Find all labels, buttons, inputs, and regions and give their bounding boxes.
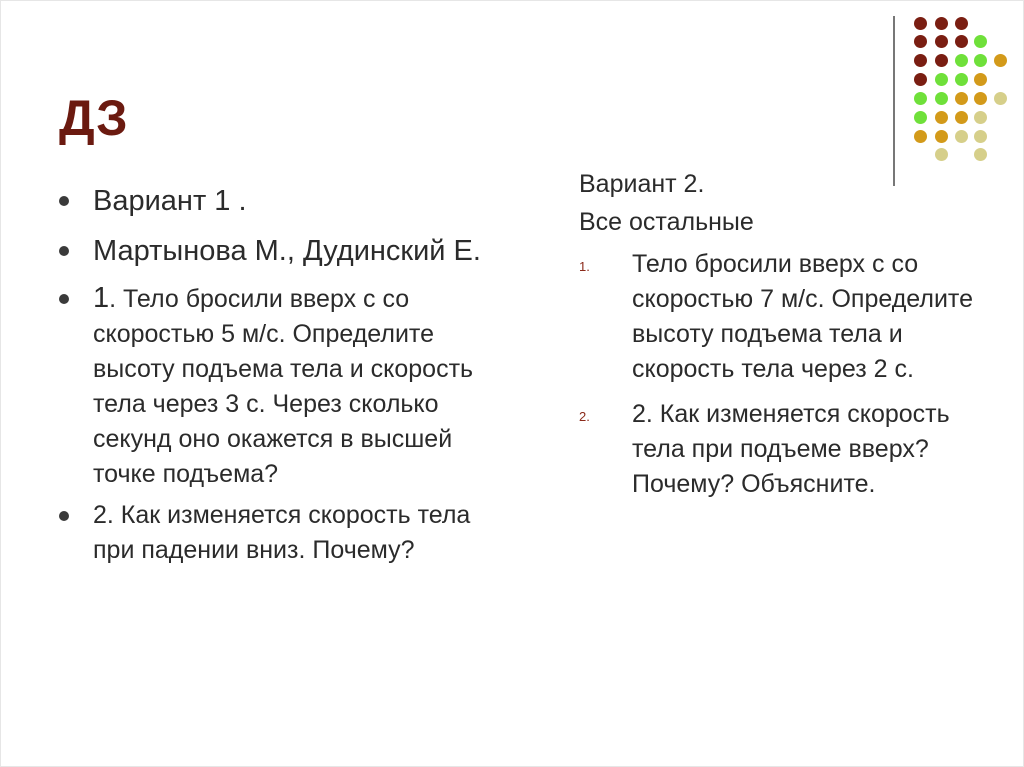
- decor-dot: [974, 111, 987, 124]
- slide-title: ДЗ: [59, 90, 129, 146]
- decor-dot: [935, 92, 948, 105]
- decor-dot: [955, 54, 968, 67]
- bullet-icon: [59, 196, 69, 206]
- decor-dot: [914, 35, 927, 48]
- item-text: 2. Как изменяется скорость тела при подъеме вверх? Почему? Объясните.: [632, 400, 950, 498]
- decor-dot: [935, 17, 948, 30]
- decor-dot: [935, 111, 948, 124]
- decor-dot: [974, 73, 987, 86]
- item-number: 2.: [579, 409, 590, 424]
- item-number: 1.: [579, 259, 590, 274]
- right-column: [579, 165, 999, 502]
- decor-dot: [935, 148, 948, 161]
- decor-dot: [914, 92, 927, 105]
- student-names: Мартынова М., Дудинский Е.: [93, 235, 481, 267]
- decor-dot: [974, 35, 987, 48]
- decor-dot: [974, 54, 987, 67]
- left-column: [57, 181, 497, 568]
- list-item-names: [57, 231, 497, 271]
- task-1-text: . Тело бросили вверх с со скоростью 5 м/с. Определите высоту подъема тела и скорость тела через 3 с. Через сколько секунд оно окажется в высшей точке подъема?: [93, 285, 474, 488]
- decorative-divider: [893, 16, 895, 186]
- decor-dot: [974, 92, 987, 105]
- variant-1-label: Вариант 1 .: [93, 185, 247, 217]
- item-text: Тело бросили вверх с со скоростью 7 м/с. Определите высоту подъема тела и скорость тела через 2 с.: [632, 250, 974, 383]
- bullet-icon: [59, 294, 69, 304]
- decor-dot: [914, 73, 927, 86]
- decor-dot: [914, 111, 927, 124]
- list-item-task-2: [57, 498, 497, 568]
- decorative-dot-grid: [906, 13, 1016, 163]
- decor-dot: [994, 54, 1007, 67]
- decor-dot: [935, 35, 948, 48]
- bullet-icon: [59, 511, 69, 521]
- variant-2-subtitle: Все остальные: [579, 208, 754, 236]
- decor-dot: [955, 111, 968, 124]
- decor-dot: [955, 73, 968, 86]
- task-1-number: 1: [93, 282, 110, 314]
- decor-dot: [955, 35, 968, 48]
- task-2-text: 2. Как изменяется скорость тела при падении вниз. Почему?: [93, 501, 471, 564]
- decor-dot: [935, 73, 948, 86]
- decor-dot: [914, 130, 927, 143]
- decor-dot: [935, 54, 948, 67]
- decor-dot: [955, 92, 968, 105]
- decor-dot: [955, 130, 968, 143]
- decor-dot: [914, 54, 927, 67]
- variant-2-label: Вариант 2.: [579, 170, 705, 198]
- decor-dot: [955, 17, 968, 30]
- list-item-task-1: [57, 281, 497, 492]
- list-item-variant: [57, 181, 497, 221]
- list-item: [579, 247, 999, 387]
- decor-dot: [974, 130, 987, 143]
- decor-dot: [914, 17, 927, 30]
- decor-dot: [994, 92, 1007, 105]
- list-item: [579, 397, 999, 502]
- bullet-icon: [59, 246, 69, 256]
- decor-dot: [935, 130, 948, 143]
- decor-dot: [974, 148, 987, 161]
